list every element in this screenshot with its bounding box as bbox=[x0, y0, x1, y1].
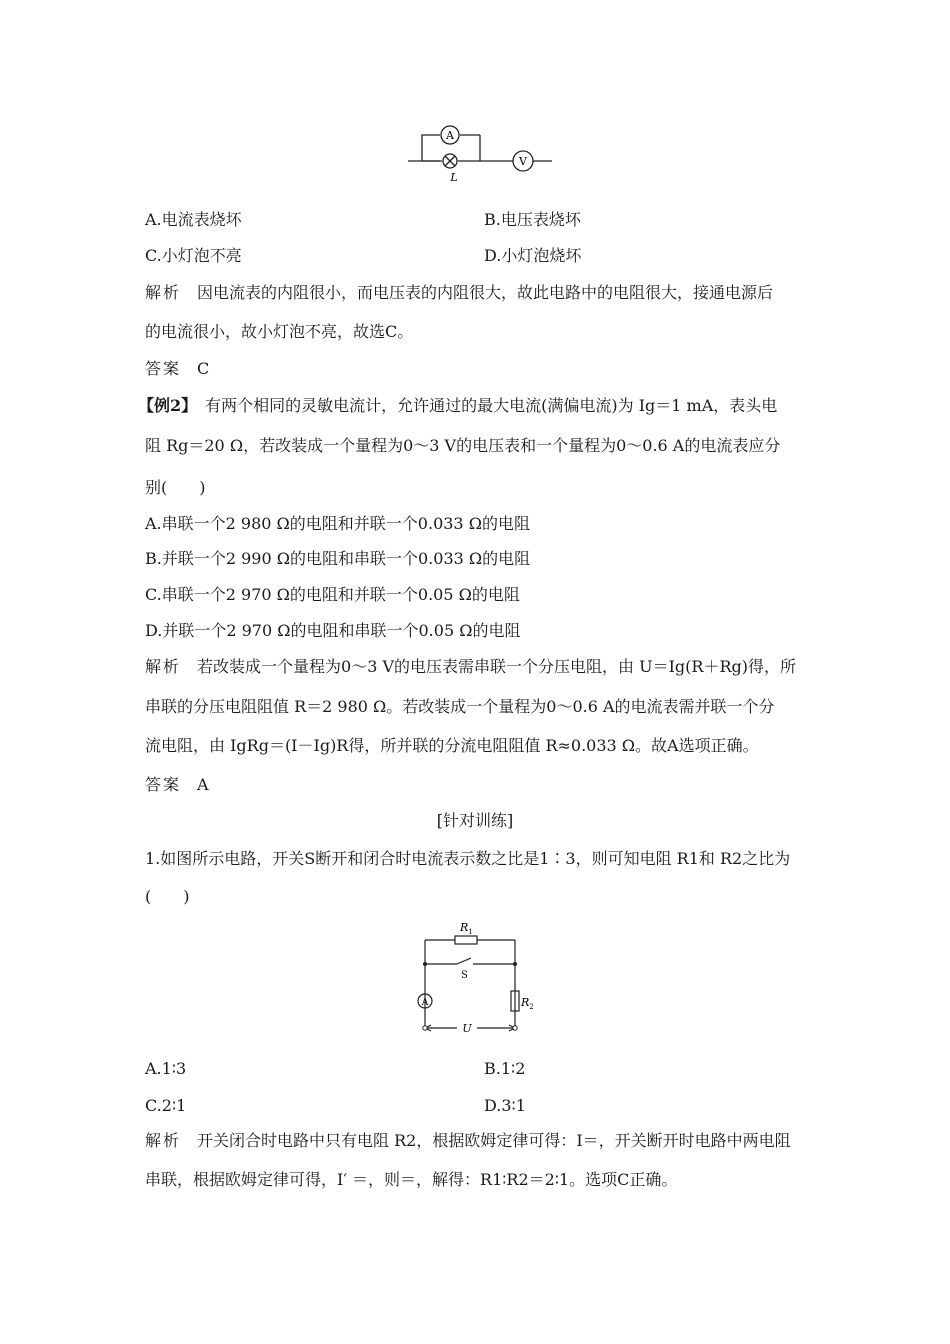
circuit-figure-1 bbox=[400, 118, 560, 188]
ex2-analysis-line2: 串联的分压电阻阻值 R＝2 980 Ω。若改装成一个量程为0～0.6 A的电流表需并联一个分 bbox=[145, 697, 775, 716]
switch-label: S bbox=[461, 970, 468, 981]
q1-analysis-line2: 的电流很小，故小灯泡不亮，故选C。 bbox=[145, 322, 414, 341]
q1-option-d: D.小灯泡烧坏 bbox=[484, 246, 582, 265]
ex2-analysis-line1: 解析 若改装成一个量程为0～3 V的电压表需串联一个分压电阻，由 U＝Ig(R＋Rg)得，所 bbox=[145, 657, 796, 676]
circuit-figure-2 bbox=[405, 918, 535, 1040]
voltmeter-label: V bbox=[519, 155, 527, 168]
ex2-stem-line2: 阻 Rg＝20 Ω，若改装成一个量程为0～3 V的电压表和一个量程为0～0.6 A的电流表应分 bbox=[145, 436, 781, 455]
ex2-stem-line1: 【例2】 有两个相同的灵敏电流计，允许通过的最大电流(满偏电流)为 Ig＝1 mA，表头电 bbox=[138, 396, 778, 415]
ex2-option-d: D.并联一个2 970 Ω的电阻和串联一个0.05 Ω的电阻 bbox=[145, 621, 521, 640]
q1-answer: 答案 C bbox=[145, 359, 210, 378]
ex2-option-a: A.串联一个2 980 Ω的电阻和并联一个0.033 Ω的电阻 bbox=[145, 514, 530, 533]
r1-label: $R_1$ bbox=[460, 921, 473, 936]
ammeter-label: A bbox=[446, 129, 454, 142]
ex2-option-c: C.串联一个2 970 Ω的电阻和并联一个0.05 Ω的电阻 bbox=[145, 585, 520, 604]
t1-analysis-line2: 串联，根据欧姆定律可得，I′ ＝，则＝，解得：R1∶R2＝2∶1。选项C正确。 bbox=[145, 1170, 678, 1189]
q1-analysis-line1: 解析 因电流表的内阻很小，而电压表的内阻很大，故此电路中的电阻很大，接通电源后 bbox=[145, 283, 774, 302]
training-heading: [针对训练] bbox=[436, 811, 514, 830]
ex2-analysis-line3: 流电阻，由 IgRg＝(I－Ig)R得，所并联的分流电阻阻值 R≈0.033 Ω。故A选项正确。 bbox=[145, 736, 759, 755]
t1-option-c: C.2∶1 bbox=[145, 1096, 187, 1115]
analysis-label: 解析 bbox=[145, 283, 182, 302]
q1-option-c: C.小灯泡不亮 bbox=[145, 246, 242, 265]
t1-option-d: D.3∶1 bbox=[484, 1096, 526, 1115]
t1-option-a: A.1∶3 bbox=[145, 1059, 187, 1078]
t1-analysis-line1: 解析 开关闭合时电路中只有电阻 R2，根据欧姆定律可得：I＝，开关断开时电路中两电阻 bbox=[145, 1131, 791, 1150]
ammeter-label: A bbox=[421, 998, 429, 1008]
lamp-label: L bbox=[450, 171, 458, 184]
q1-option-a: A.电流表烧坏 bbox=[145, 210, 242, 229]
q1-option-b: B.电压表烧坏 bbox=[484, 210, 581, 229]
t1-stem-line1: 1.如图所示电路，开关S断开和闭合时电流表示数之比是1∶3，则可知电阻 R1和 R2之比为 bbox=[145, 849, 791, 868]
ex2-option-b: B.并联一个2 990 Ω的电阻和串联一个0.033 Ω的电阻 bbox=[145, 549, 531, 568]
r2-label: $R_2$ bbox=[521, 996, 534, 1011]
voltage-label: U bbox=[462, 1022, 472, 1035]
t1-stem-line2: ( ) bbox=[145, 887, 190, 906]
ex2-stem-line3: 别( ) bbox=[145, 478, 206, 497]
ex2-answer: 答案 A bbox=[145, 775, 209, 794]
example-tag: 【例2】 bbox=[138, 396, 198, 415]
t1-option-b: B.1∶2 bbox=[484, 1059, 526, 1078]
